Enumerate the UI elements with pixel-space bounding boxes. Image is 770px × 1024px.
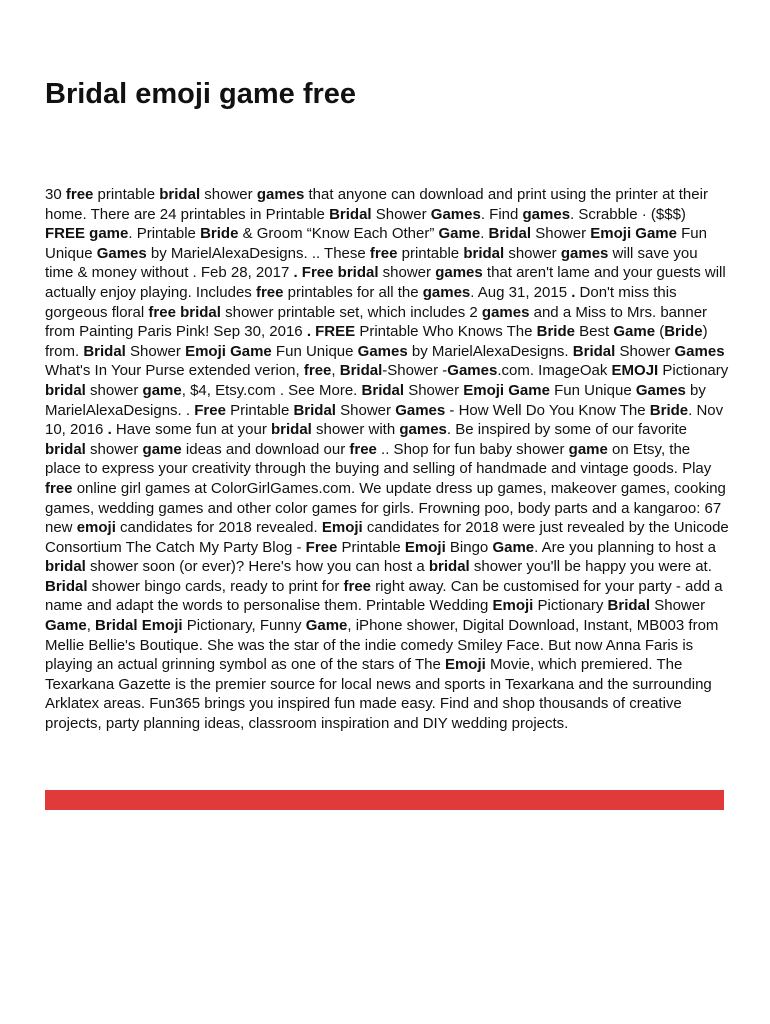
body-text-run: and a Miss to Mrs. banner from Painting Paris Pink! Sep 30, 2016 bbox=[45, 303, 708, 341]
body-text-run: printables for all the bbox=[283, 283, 423, 301]
body-text-run: shower bbox=[504, 244, 561, 262]
body-text-run: . Scrabble · ($$$) bbox=[570, 205, 686, 223]
keyword-text: bridal bbox=[428, 558, 470, 576]
keyword-text: bridal bbox=[159, 186, 201, 203]
body-text-run: .com. ImageOak bbox=[497, 362, 612, 380]
keyword-text: free bbox=[303, 362, 332, 380]
body-text-run: online girl games at ColorGirlGames.com. We update dress up games, makeover games, cooking games, wedding games and other color games for girls. Frowning poo, body parts and a kangaroo: 67 new bbox=[45, 479, 726, 537]
body-text-run: Printable bbox=[337, 538, 405, 556]
body-text-run: Pictionary, Funny bbox=[182, 617, 306, 635]
keyword-text: Game bbox=[45, 617, 87, 635]
body-text-run: shower bbox=[200, 186, 257, 203]
keyword-text: bridal bbox=[270, 421, 312, 439]
keyword-text: game bbox=[142, 440, 182, 458]
body-text-run: Shower bbox=[335, 401, 396, 419]
body-text-run: . Aug 31, 2015 bbox=[470, 283, 572, 301]
keyword-text: Bridal bbox=[45, 577, 88, 595]
keyword-text: Games bbox=[395, 401, 446, 419]
body-text-run: shower bbox=[85, 381, 143, 399]
keyword-text: Game bbox=[492, 538, 535, 556]
keyword-text: games bbox=[560, 244, 609, 262]
keyword-text: . FREE bbox=[306, 323, 356, 341]
keyword-text: Emoji Game bbox=[590, 225, 677, 243]
keyword-text: Emoji Game bbox=[463, 381, 550, 399]
body-text-run: that anyone can download and print using the printer at their home. There are 24 printables in Printable bbox=[45, 186, 708, 223]
keyword-text: . Free bridal bbox=[293, 264, 379, 282]
keyword-text: Bride bbox=[649, 401, 689, 419]
keyword-text: free bbox=[349, 440, 377, 458]
keyword-text: Bridal bbox=[488, 225, 532, 243]
keyword-text: Game bbox=[613, 323, 656, 341]
keyword-text: bridal bbox=[463, 244, 505, 262]
body-text-run: shower bbox=[378, 264, 436, 282]
body-text-run: right away. Can be customised for your party - add a name and adapt the words to personalise them. Printable Wedding bbox=[45, 577, 723, 615]
keyword-text: emoji bbox=[76, 519, 116, 537]
body-text-run: that aren't lame and your guests will actually enjoy playing. Includes bbox=[45, 264, 726, 301]
keyword-text: Bridal bbox=[361, 381, 405, 399]
body-text-run: Shower bbox=[125, 342, 186, 360]
body-text-run: shower bingo cards, ready to print for bbox=[87, 577, 344, 595]
body-text-run: , bbox=[331, 362, 340, 380]
body-text-run: will save you time & money without . Feb 28, 2017 bbox=[45, 244, 698, 282]
body-text-run: by MarielAlexaDesigns. . bbox=[45, 381, 706, 419]
keyword-text: free bridal bbox=[148, 303, 221, 321]
body-text-run: Fun Unique bbox=[549, 381, 636, 399]
body-text-run: Have some fun at your bbox=[111, 421, 271, 439]
body-text-run: -Shower - bbox=[382, 362, 448, 380]
keyword-text: Bridal bbox=[329, 205, 372, 223]
keyword-text: Free bbox=[194, 401, 226, 419]
body-text-run: . Nov 10, 2016 bbox=[45, 401, 724, 439]
keyword-text: free bbox=[343, 577, 372, 595]
keyword-text: Bride bbox=[200, 225, 239, 243]
keyword-text: FREE game bbox=[45, 225, 129, 243]
body-text-run: - How Well Do You Know The bbox=[445, 401, 650, 419]
keyword-text: games bbox=[399, 421, 447, 439]
keyword-text: free bbox=[369, 244, 398, 262]
body-text-run: . Find bbox=[480, 205, 523, 223]
body-text-run: Shower bbox=[404, 381, 464, 399]
body-text-run: shower bbox=[85, 440, 143, 458]
keyword-text: Bridal Emoji bbox=[95, 617, 183, 635]
keyword-text: Bridal bbox=[293, 401, 336, 419]
keyword-text: Games bbox=[357, 342, 408, 360]
body-text-run: ideas and download our bbox=[181, 440, 350, 458]
keyword-text: Bridal bbox=[83, 342, 126, 360]
body-text-run: on Etsy, the place to express your creativity through the buying and selling of handmade and vintage goods. Play bbox=[45, 440, 712, 478]
keyword-text: Games bbox=[635, 381, 686, 399]
keyword-text: Bridal bbox=[339, 362, 383, 380]
keyword-text: Games bbox=[430, 205, 481, 223]
keyword-text: game bbox=[142, 381, 182, 399]
body-text-run: Best bbox=[574, 323, 614, 341]
body-text-run: , $4, Etsy.com . See More. bbox=[181, 381, 362, 399]
body-text-run: printable bbox=[397, 244, 464, 262]
page-title: Bridal emoji game free bbox=[45, 78, 357, 110]
keyword-text: Games bbox=[96, 244, 147, 262]
body-text-run: , iPhone shower, Digital Download, Instant, MB003 from Mellie Bellie's Boutique. She was the star of the indie comedy Smiley Face. But now Anna Faris is playing an actual grinning symbol as one of the stars of The bbox=[45, 617, 719, 674]
keyword-text: Bride bbox=[664, 323, 703, 341]
keyword-text: Game bbox=[305, 617, 348, 635]
keyword-text: Bride bbox=[536, 323, 575, 341]
keyword-text: bridal bbox=[45, 381, 86, 399]
body-text-run: by MarielAlexaDesigns. bbox=[407, 342, 573, 360]
body-text-run: Fun Unique bbox=[45, 225, 707, 262]
keyword-text: Emoji Game bbox=[185, 342, 272, 360]
body-text-run: by MarielAlexaDesigns. .. These bbox=[146, 244, 370, 262]
body-text-run: shower soon (or ever)? Here's how you can host a bbox=[85, 558, 429, 576]
keyword-text: bridal bbox=[45, 558, 86, 576]
keyword-text: free bbox=[65, 186, 94, 203]
body-text-run: Printable Who Knows The bbox=[355, 323, 537, 341]
keyword-text: Emoji bbox=[404, 538, 446, 556]
body-text-run: Pictionary bbox=[658, 362, 729, 380]
body-paragraph bbox=[45, 185, 729, 734]
body-text-run: Shower bbox=[371, 205, 431, 223]
body-text-run: Shower bbox=[531, 225, 591, 243]
body-text-run: candidates for 2018 revealed. bbox=[115, 519, 322, 537]
keyword-text: Free bbox=[305, 538, 338, 556]
body-text-run: Shower bbox=[650, 597, 706, 615]
body-text-run: ) from. bbox=[45, 323, 708, 360]
body-text-run: Movie, which premiered. The Texarkana Gazette is the premier source for local news and sports in Texarkana and the surrounding Arklatex areas. Fun365 brings you inspired fun made easy. Find and shop thousands of creative projects, party planning ideas, classroom inspiration and DIY wedding projects. bbox=[45, 656, 712, 733]
body-text-run: printable bbox=[93, 186, 160, 203]
body-text-run: candidates for 2018 were just revealed by the Unicode Consortium The Catch My Party Blog - bbox=[45, 519, 729, 556]
keyword-text: Game bbox=[438, 225, 481, 243]
keyword-text: games bbox=[256, 186, 305, 203]
body-text-run: . bbox=[480, 225, 489, 243]
keyword-text: games bbox=[435, 264, 483, 282]
keyword-text: Games bbox=[447, 362, 498, 380]
body-text-run: Fun Unique bbox=[271, 342, 358, 360]
body-text-run: What's In Your Purse extended verion, bbox=[45, 362, 304, 380]
keyword-text: free bbox=[255, 283, 284, 301]
body-text-run: . Be inspired by some of our favorite bbox=[446, 421, 688, 439]
body-text-run: Bingo bbox=[445, 538, 493, 556]
keyword-text: games bbox=[481, 303, 530, 321]
body-text-run: Don't miss this gorgeous floral bbox=[45, 283, 677, 321]
body-text-run: Shower bbox=[615, 342, 675, 360]
accent-bar bbox=[45, 790, 724, 810]
keyword-text: . bbox=[107, 421, 112, 439]
keyword-text: Bridal bbox=[572, 342, 616, 360]
keyword-text: free bbox=[45, 479, 73, 497]
keyword-text: games bbox=[522, 205, 571, 223]
body-text-run: shower printable set, which includes 2 bbox=[220, 303, 482, 321]
keyword-text: Emoji bbox=[492, 597, 534, 615]
body-text-run: Pictionary bbox=[533, 597, 608, 615]
body-text-run: .. Shop for fun baby shower bbox=[376, 440, 569, 458]
keyword-text: bridal bbox=[45, 440, 86, 458]
body-text-run: , bbox=[86, 617, 96, 635]
body-text-run: Printable bbox=[225, 401, 294, 419]
body-text-run: ( bbox=[655, 323, 665, 341]
keyword-text: Bridal bbox=[607, 597, 651, 615]
keyword-text: games bbox=[422, 283, 471, 301]
keyword-text: EMOJI bbox=[611, 362, 659, 380]
body-text-run: & Groom “Know Each Other” bbox=[238, 225, 439, 243]
keyword-text: Games bbox=[674, 342, 725, 360]
body-text-run: shower with bbox=[311, 421, 400, 439]
keyword-text: game bbox=[568, 440, 608, 458]
body-text-run: shower you'll be happy you were at. bbox=[469, 558, 712, 576]
body-text-run: . Printable bbox=[128, 225, 201, 243]
keyword-text: Emoji bbox=[321, 519, 363, 537]
body-text-run: . Are you planning to host a bbox=[534, 538, 716, 556]
body-text-run: 30 bbox=[45, 186, 66, 203]
keyword-text: . bbox=[571, 283, 576, 301]
keyword-text: Emoji bbox=[444, 656, 486, 674]
